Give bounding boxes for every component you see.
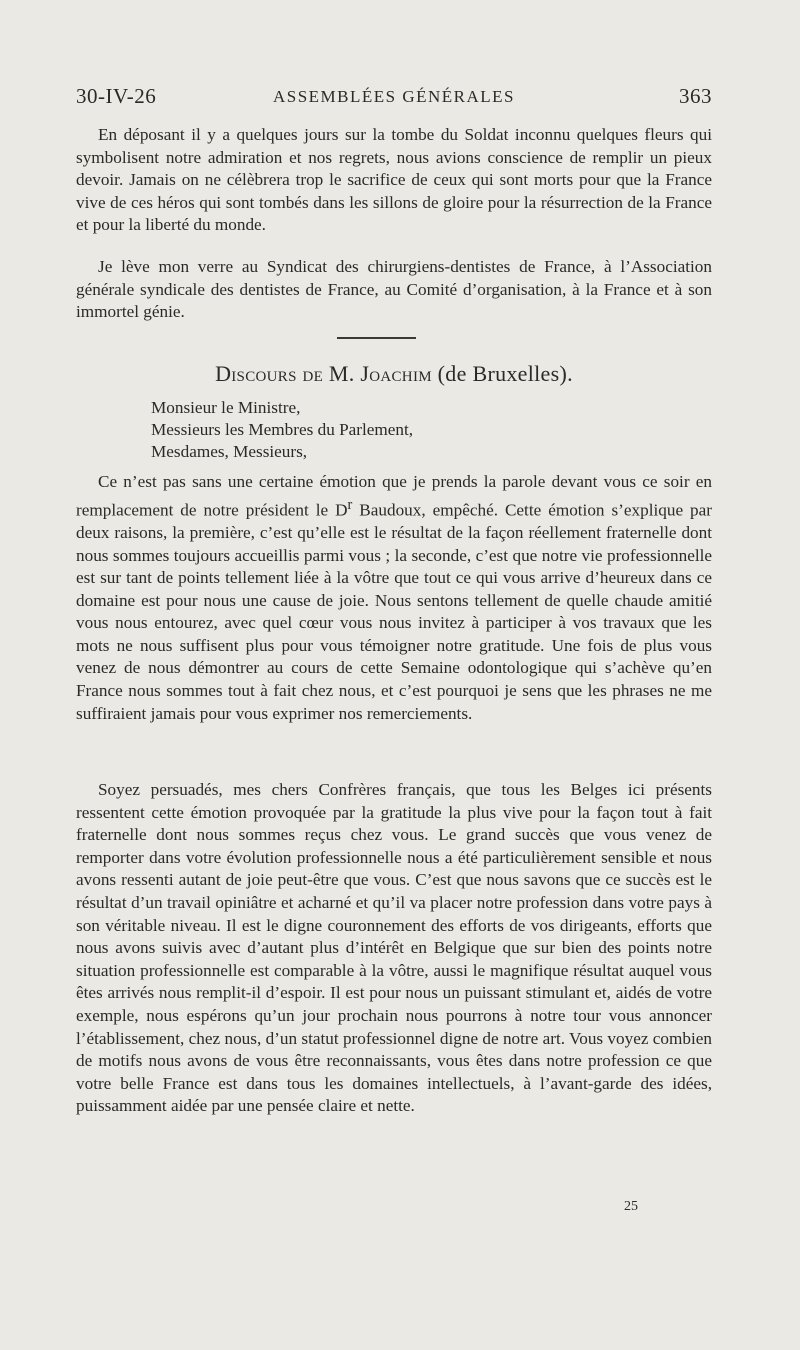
signature-mark: 25 (624, 1199, 638, 1214)
paragraph-1: En déposant il y a quelques jours sur la tombe du Soldat inconnu quelques fleurs qui symbolisent notre admiration et nos regrets, nous avions conscience de remplir un pieux devoir. Jamais on ne célèbrera trop le sacrifice de ceux qui sont morts pour que la France vive de ces héros qui sont tombés dans les sillons de gloire pour la résurrection de la France et pour la liberté du monde. (76, 125, 712, 235)
salutation-line-1: Monsieur le Ministre, (151, 398, 301, 417)
section-title (76, 361, 712, 387)
page-number: 363 (679, 84, 712, 108)
section-title-origin: (de Bruxelles). (431, 361, 573, 386)
section-divider (337, 337, 416, 339)
paragraph-3-part-2: Baudoux, empêché. Cette émotion s’explique par deux raisons, la première, c’est qu’elle est le résultat de la façon réellement fraternelle dont nous sommes toujours accueillis parmi vous ; la seconde, c’est que notre vie professionnelle est sur tant de points tellement liée à la vôtre que tout ce qui vous arrive d’heureux dans ce domaine est pour nous une cause de joie. Nous sentons tellement de quelle chaude amitié vous nous entourez, avec quel cœur vous nous invitez à participer à vos travaux que les mots ne nous suffisent plus pour vous témoigner notre gratitude. Une fois de plus vous venez de nous démontrer au cours de cette Semaine odontologique qui s’achève qu’en France nous sommes tout à fait chez nous, et c’est pourquoi je sens que les phrases ne me suffiraient jamais pour vous exprimer nos remerciements. (76, 500, 713, 723)
salutation-line-2: Messieurs les Membres du Parlement, (151, 420, 414, 439)
paragraph-2: Je lève mon verre au Syndicat des chirurgiens-dentistes de France, à l’Association générale syndicale des dentistes de France, au Comité d’organisation, à la France et à son immortel génie. (76, 257, 712, 322)
paragraph-3 (76, 471, 712, 725)
section-title-speaker: Discours de M. Joachim (215, 361, 432, 386)
salutation-line-3: Mesdames, Messieurs, (151, 442, 308, 461)
header-date: 30-IV-26 (76, 84, 157, 108)
paragraph-4: Soyez persuadés, mes chers Confrères français, que tous les Belges ici présents ressentent cette émotion provoquée par la gratitude la plus vive pour la façon tout à fait fraternelle dont nous sommes reçus chez vous. Le grand succès que vous venez de remporter dans votre évolution professionnelle nous a été particulièrement sensible et nous avons ressenti autant de joie peut-être que vous. C’est que nous savons que ce succès est le résultat d’un travail opiniâtre et acharné et qu’il va placer notre profession dans votre pays à son véritable niveau. Il est le digne couronnement des efforts de vos dirigeants, efforts que nous avons suivis avec d’autant plus d’intérêt en Belgique que sur bien des points notre situation professionnelle est comparable à la vôtre, aussi le magnifique résultat auquel vous êtes arrivés nous remplit-il d’espoir. Il est pour nous un puissant stimulant et, aidés de votre exemple, nous espérons qu’un jour prochain nous pourrons à notre tour vous annoncer l’établissement, chez nous, d’un statut professionnel digne de notre art. Vous voyez combien de motifs nous avons de vous être reconnaissants, vous êtes dans notre profession ce que votre belle France est dans tous les domaines intellectuels, à l’avant-garde des idées, puissamment aidée par une pensée claire et nette. (76, 780, 712, 1116)
paragraph-3-part-1: Ce n’est pas sans une certaine émotion que je prends la parole devant vous ce soir en remplacement de notre président le D (76, 472, 712, 520)
running-header (76, 84, 712, 114)
paragraph-3-superscript: r (347, 496, 353, 513)
header-running-title: ASSEMBLÉES GÉNÉRALES (272, 87, 516, 106)
